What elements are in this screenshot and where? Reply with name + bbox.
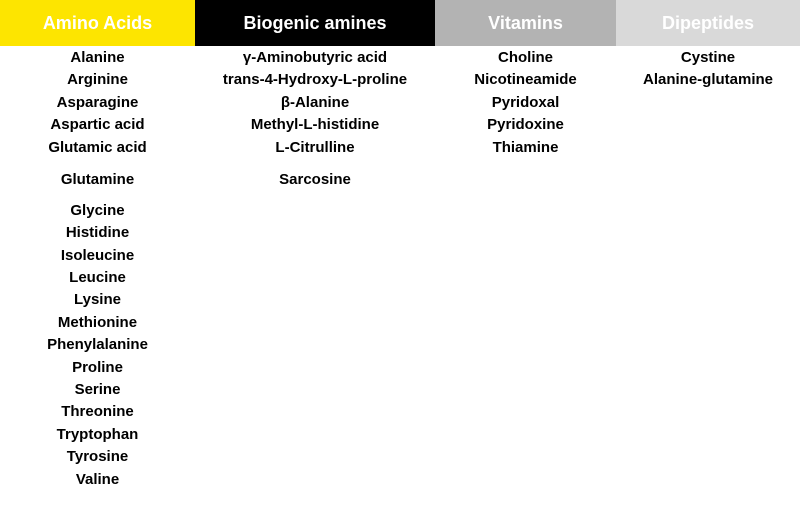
amino-acid-item: Isoleucine [60,247,135,264]
biogenic-amine-item: β-Alanine [280,94,350,111]
vitamin-item: Choline [498,49,553,66]
header-amino-acids: Amino Acids [0,0,195,46]
amino-acid-item: Tyrosine [66,448,129,465]
amino-acid-item: Glutamine [60,171,135,188]
amino-acid-item: Threonine [61,403,134,420]
vitamin-item: Thiamine [492,139,559,156]
biogenic-amine-item: L-Citrulline [275,139,355,156]
header-biogenic-amines: Biogenic amines [195,0,435,46]
header-vitamins: Vitamins [435,0,616,46]
amino-acid-item: Proline [72,359,123,376]
column-vitamins [435,0,616,531]
amino-acid-item: Asparagine [56,94,139,111]
column-amino-acids [0,0,195,531]
amino-acid-item: Glutamic acid [48,139,147,156]
amino-acid-item: Histidine [65,224,130,241]
amino-acid-item: Phenylalanine [47,336,148,353]
vitamin-item: Pyridoxine [487,116,564,133]
biogenic-amine-item: Methyl-L-histidine [250,116,380,133]
amino-acid-item: Tryptophan [56,426,139,443]
dipeptide-item: Alanine-glutamine [642,71,773,88]
amino-acid-item: Leucine [69,269,126,286]
amino-acid-item: Arginine [67,71,128,88]
amino-acid-item: Serine [74,381,121,398]
biogenic-amine-item: trans-4-Hydroxy-L-proline [222,71,408,88]
biogenic-amine-item: Sarcosine [279,171,351,188]
header-dipeptides: Dipeptides [616,0,800,46]
vitamin-item: Pyridoxal [491,94,560,111]
amino-acid-item: Lysine [74,291,121,308]
biogenic-amine-item: γ-Aminobutyric acid [242,49,388,66]
amino-acid-item: Valine [75,471,120,488]
dipeptide-item: Cystine [680,49,736,66]
vitamin-item: Nicotineamide [474,71,577,88]
amino-acid-item: Methionine [57,314,138,331]
column-biogenic-amines [195,0,435,531]
amino-acid-item: Glycine [70,202,125,219]
column-dipeptides [616,0,800,531]
amino-acid-item: Aspartic acid [50,116,145,133]
amino-acid-item: Alanine [70,49,125,66]
